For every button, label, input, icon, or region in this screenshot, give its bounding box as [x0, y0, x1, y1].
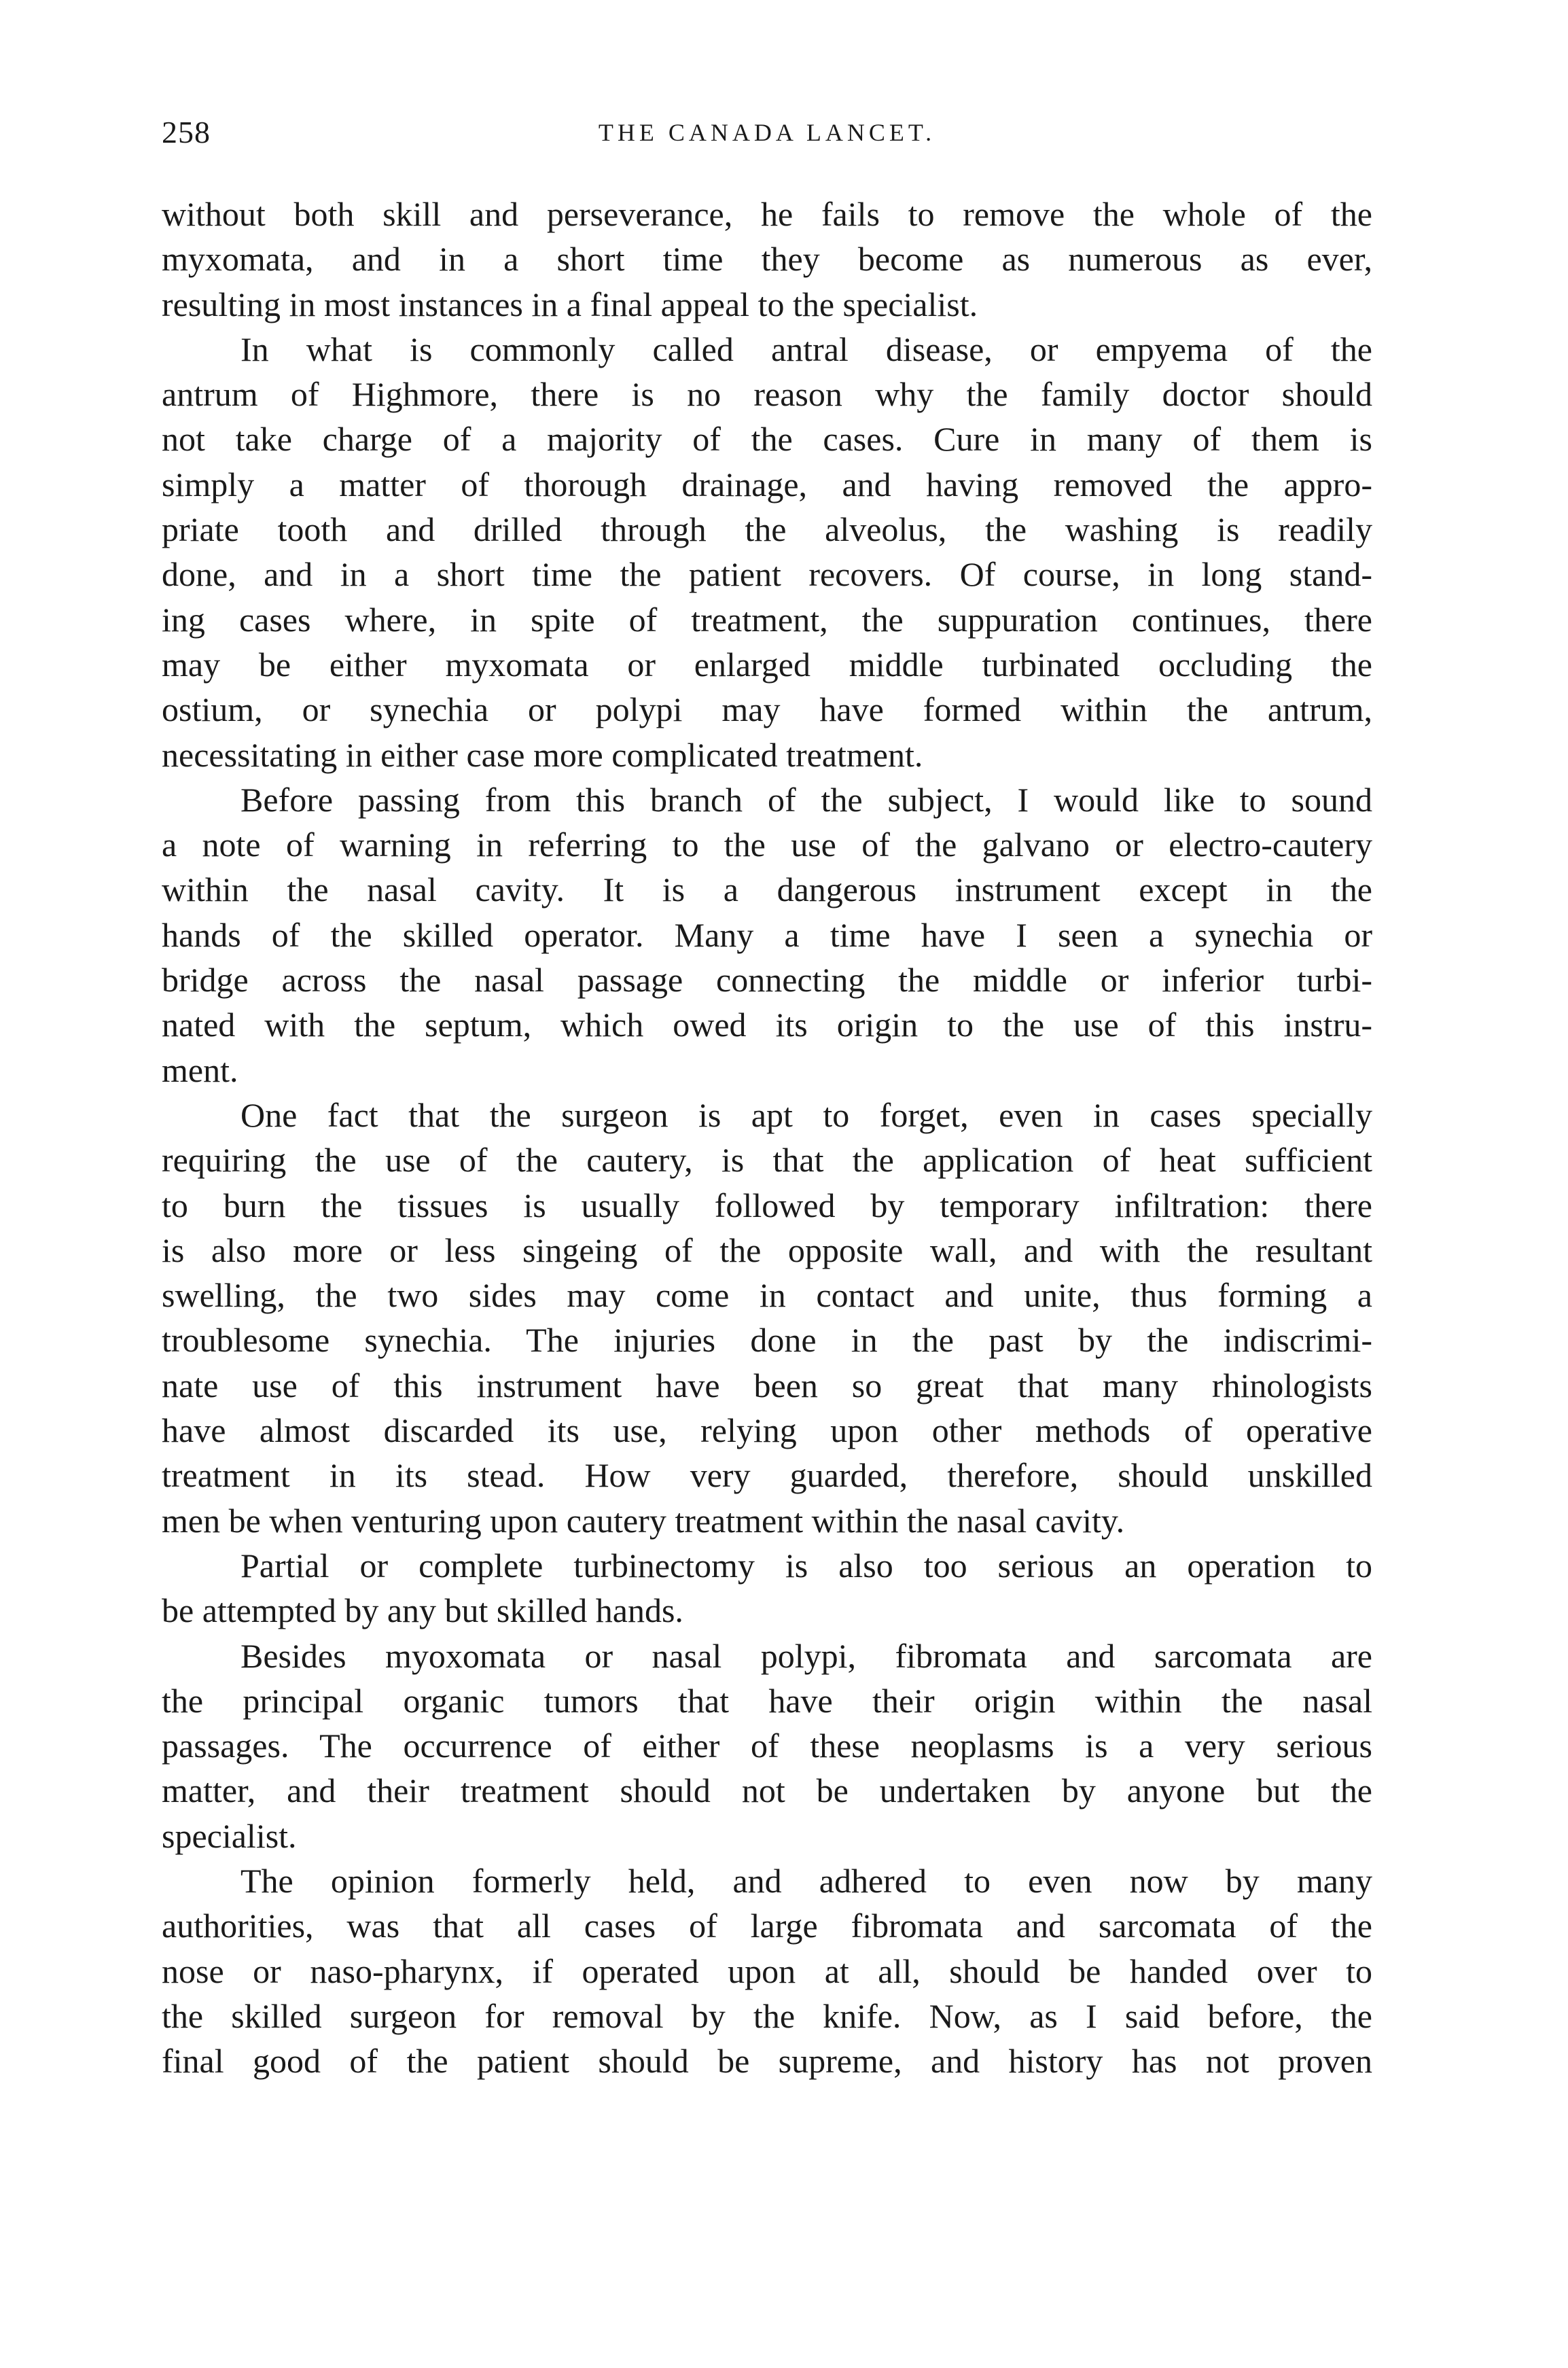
paragraph-first-line: The opinion formerly held, and adhered to even now by many: [240, 1861, 1372, 1900]
article-body-text: [162, 192, 1372, 2083]
text-line: a note of warning in referring to the use of the galvano or electro-cautery: [162, 826, 1372, 864]
text-line: ing cases where, in spite of treatment, the suppuration continues, there: [162, 600, 1372, 639]
text-line: swelling, the two sides may come in contact and unite, thus forming a: [162, 1276, 1372, 1315]
running-header: [162, 114, 1372, 162]
paragraph-first-line: Before passing from this branch of the subject, I would like to sound: [240, 780, 1372, 819]
text-line: done, and in a short time the patient recovers. Of course, in long stand-: [162, 555, 1372, 594]
text-line: not take charge of a majority of the cases. Cure in many of them is: [162, 420, 1372, 459]
text-line: authorities, was that all cases of large fibromata and sarcomata of the: [162, 1907, 1372, 1945]
text-line: myxomata, and in a short time they become as numerous as ever,: [162, 240, 1372, 279]
text-line: within the nasal cavity. It is a dangerous instrument except in the: [162, 870, 1372, 909]
text-line: final good of the patient should be supreme, and history has not proven: [162, 2042, 1372, 2081]
text-line: the principal organic tumors that have their origin within the nasal: [162, 1681, 1372, 1720]
text-line: specialist.: [162, 1816, 297, 1855]
text-line: antrum of Highmore, there is no reason why the family doctor should: [162, 375, 1372, 414]
text-line: matter, and their treatment should not be undertaken by anyone but the: [162, 1771, 1372, 1810]
text-line: bridge across the nasal passage connecting the middle or inferior turbi-: [162, 961, 1372, 1000]
paragraph-first-line: One fact that the surgeon is apt to forget, even in cases specially: [240, 1095, 1372, 1134]
text-line: nated with the septum, which owed its origin to the use of this instru-: [162, 1006, 1372, 1044]
paragraph-first-line: Partial or complete turbinectomy is also too serious an operation to: [240, 1546, 1372, 1585]
text-line: hands of the skilled operator. Many a time have I seen a synechia or: [162, 915, 1372, 954]
text-line: the skilled surgeon for removal by the knife. Now, as I said before, the: [162, 1996, 1372, 2035]
text-line: is also more or less singeing of the opposite wall, and with the resultant: [162, 1231, 1372, 1269]
text-line: nose or naso-pharynx, if operated upon at all, should be handed over to: [162, 1951, 1372, 1990]
text-line: ment.: [162, 1050, 238, 1089]
text-line: be attempted by any but skilled hands.: [162, 1591, 683, 1630]
text-line: simply a matter of thorough drainage, and having removed the appro-: [162, 465, 1372, 503]
text-line: requiring the use of the cautery, is that the application of heat sufficient: [162, 1141, 1372, 1180]
text-line: passages. The occurrence of either of these neoplasms is a very serious: [162, 1727, 1372, 1765]
text-line: to burn the tissues is usually followed by temporary infiltration: there: [162, 1186, 1372, 1224]
text-line: nate use of this instrument have been so great that many rhinologists: [162, 1366, 1372, 1404]
text-line: may be either myxomata or enlarged middle turbinated occluding the: [162, 645, 1372, 684]
running-title: THE CANADA LANCET.: [598, 119, 936, 146]
text-line: have almost discarded its use, relying upon other methods of operative: [162, 1411, 1372, 1450]
text-line: ostium, or synechia or polypi may have formed within the antrum,: [162, 690, 1372, 729]
text-line: priate tooth and drilled through the alveolus, the washing is readily: [162, 510, 1372, 549]
paragraph-first-line: Besides myoxomata or nasal polypi, fibromata and sarcomata are: [240, 1636, 1372, 1675]
text-line: resulting in most instances in a final appeal to the specialist.: [162, 285, 978, 323]
text-line: without both skill and perseverance, he fails to remove the whole of the: [162, 195, 1372, 233]
text-line: troublesome synechia. The injuries done in the past by the indiscrimi-: [162, 1321, 1372, 1360]
paragraph-first-line: In what is commonly called antral disease, or empyema of the: [240, 330, 1372, 368]
text-line: necessitating in either case more complicated treatment.: [162, 735, 923, 774]
page-number: 258: [162, 115, 211, 149]
text-line: men be when venturing upon cautery treatment within the nasal cavity.: [162, 1501, 1125, 1540]
text-line: treatment in its stead. How very guarded, therefore, should unskilled: [162, 1456, 1372, 1495]
